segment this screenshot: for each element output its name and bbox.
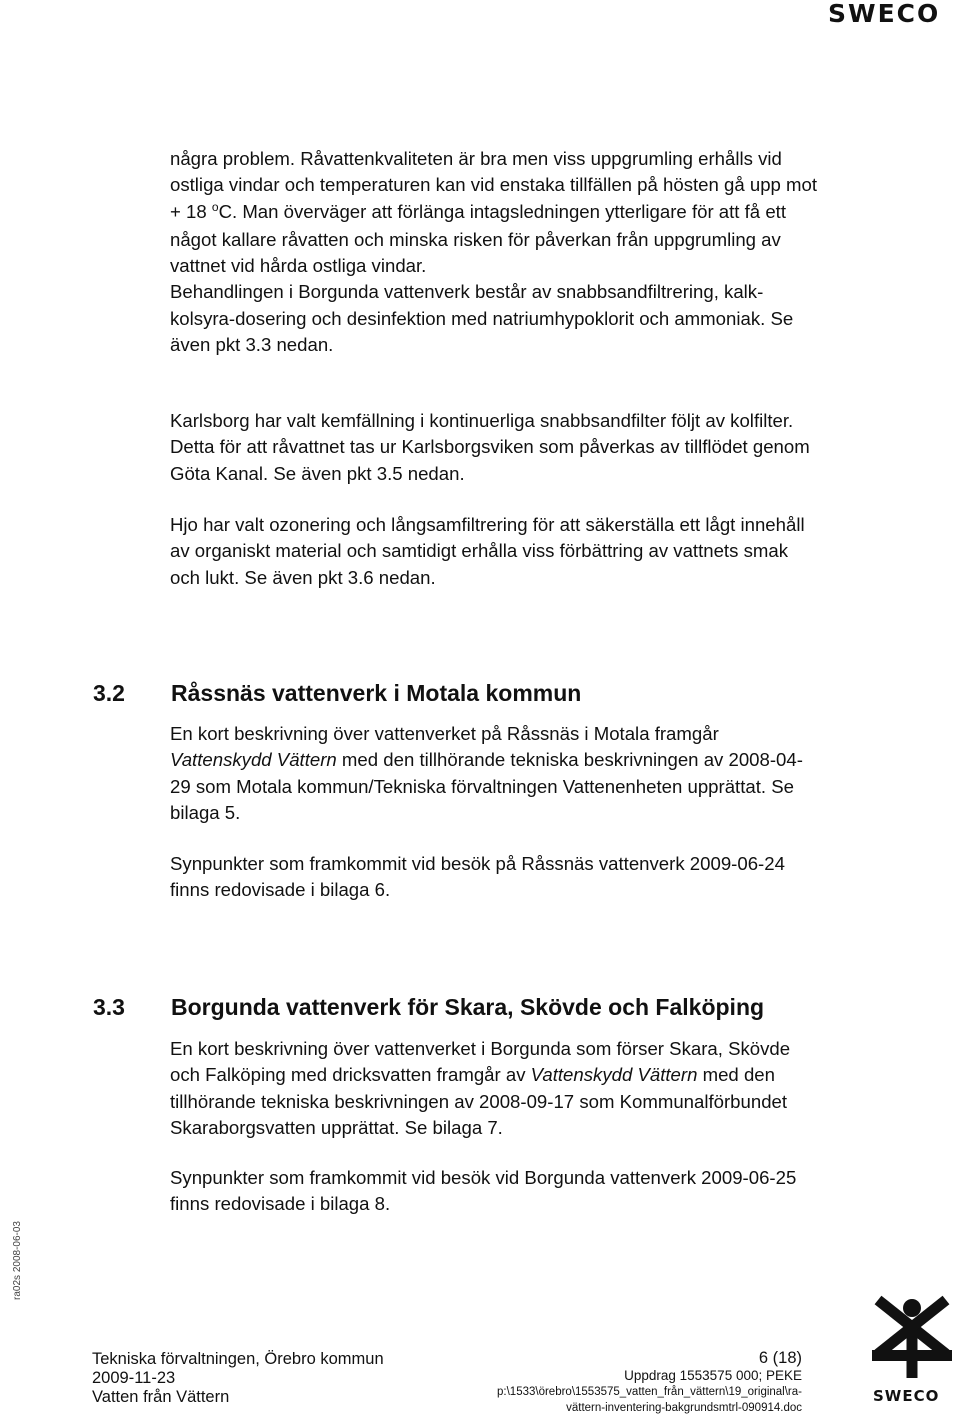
intro-text-2: Behandlingen i Borgunda vattenverk består av snabbsandfiltrering, kalk-kolsyra-dosering och desinfektion med natriumhypoklorit och ammoniak. Se även pkt 3.3 nedan. xyxy=(170,281,794,356)
footer-organization: Tekniska förvaltningen, Örebro kommun xyxy=(92,1350,384,1368)
section-title: Råssnäs vattenverk i Motala kommun xyxy=(171,680,582,706)
page-number: 6 (18) xyxy=(758,1349,802,1367)
footer-left-block xyxy=(92,1350,384,1407)
margin-document-code: ra02s 2008-06-03 xyxy=(11,1221,23,1300)
hjo-paragraph: Hjo har valt ozonering och långsamfiltrering för att säkerställa ett lågt innehåll av organiskt material och samtidigt erhålla viss förbättring av vattnets smak och lukt. Se även pkt 3.6 nedan. xyxy=(170,514,805,588)
sweco-logo-header: SWECO xyxy=(828,0,941,28)
file-path-line-1: p:\1533\örebro\1553575_vatten_från_vättern\19_original\ra- xyxy=(497,1386,802,1398)
karlsborg-paragraph: Karlsborg har valt kemfällning i kontinuerliga snabbsandfilter följt av kolfilter. Detta för att råvattnet tas ur Karlsborgsviken som påverkas av tillflödet genom Göta Kanal. Se även pkt 3.5 nedan. xyxy=(170,410,810,484)
section-title: Borgunda vattenverk för Skara, Skövde och Falköping xyxy=(171,994,765,1020)
sweco-logo-footer: SWECO xyxy=(873,1387,940,1405)
footer-project: Vatten från Vättern xyxy=(92,1388,230,1406)
file-path-line-2: vättern-inventering-bakgrundsmtrl-090914.doc xyxy=(566,1402,802,1414)
footer-date: 2009-11-23 xyxy=(92,1369,176,1387)
section-3-3-paragraph-1: En kort beskrivning över vattenverket i Borgunda som förser Skara, Skövde och Falköping med dricksvatten framgår av Vattenskydd Vättern med den tillhörande tekniska beskrivningen av 2008-09-17 som Kommunalförbundet Skaraborgsvatten upprättat. Se bilaga 7. xyxy=(170,1038,791,1138)
intro-text-1: några problem. Råvattenkvaliteten är bra men viss uppgrumling erhålls vid ostliga vindar och temperaturen kan vid enstaka tillfällen på hösten gå upp mot + 18 $^o$C. Man överväger att förlänga intagsledningen ytterligare för att få ett något kallare råvatten och minska risken för påverkan från uppgrumling av vattnet vid hårda ostliga vindar. xyxy=(170,148,818,277)
section-3-2-paragraph-1: En kort beskrivning över vattenverket på Råssnäs i Motala framgår Vattenskydd Vättern med den tillhörande tekniska beskrivningen av 2008-04-29 som Motala kommun/Tekniska förvaltningen Vattenenheten upprättat. Se bilaga 5. xyxy=(170,723,803,823)
section-3-3-paragraph-2: Synpunkter som framkommit vid besök vid Borgunda vattenverk 2009-06-25 finns redovisade i bilaga 8. xyxy=(170,1167,797,1215)
section-number: 3.3 xyxy=(93,994,125,1020)
footer-right-block xyxy=(497,1348,802,1416)
section-3-2-paragraph-2: Synpunkter som framkommit vid besök på Råssnäs vattenverk 2009-06-24 finns redovisade i bilaga 6. xyxy=(170,853,785,901)
assignment-number: Uppdrag 1553575 000; PEKE xyxy=(624,1368,802,1383)
section-heading-3-2 xyxy=(93,679,581,707)
section-heading-3-3 xyxy=(93,993,764,1021)
intro-paragraph xyxy=(170,146,820,358)
section-number: 3.2 xyxy=(93,680,125,706)
